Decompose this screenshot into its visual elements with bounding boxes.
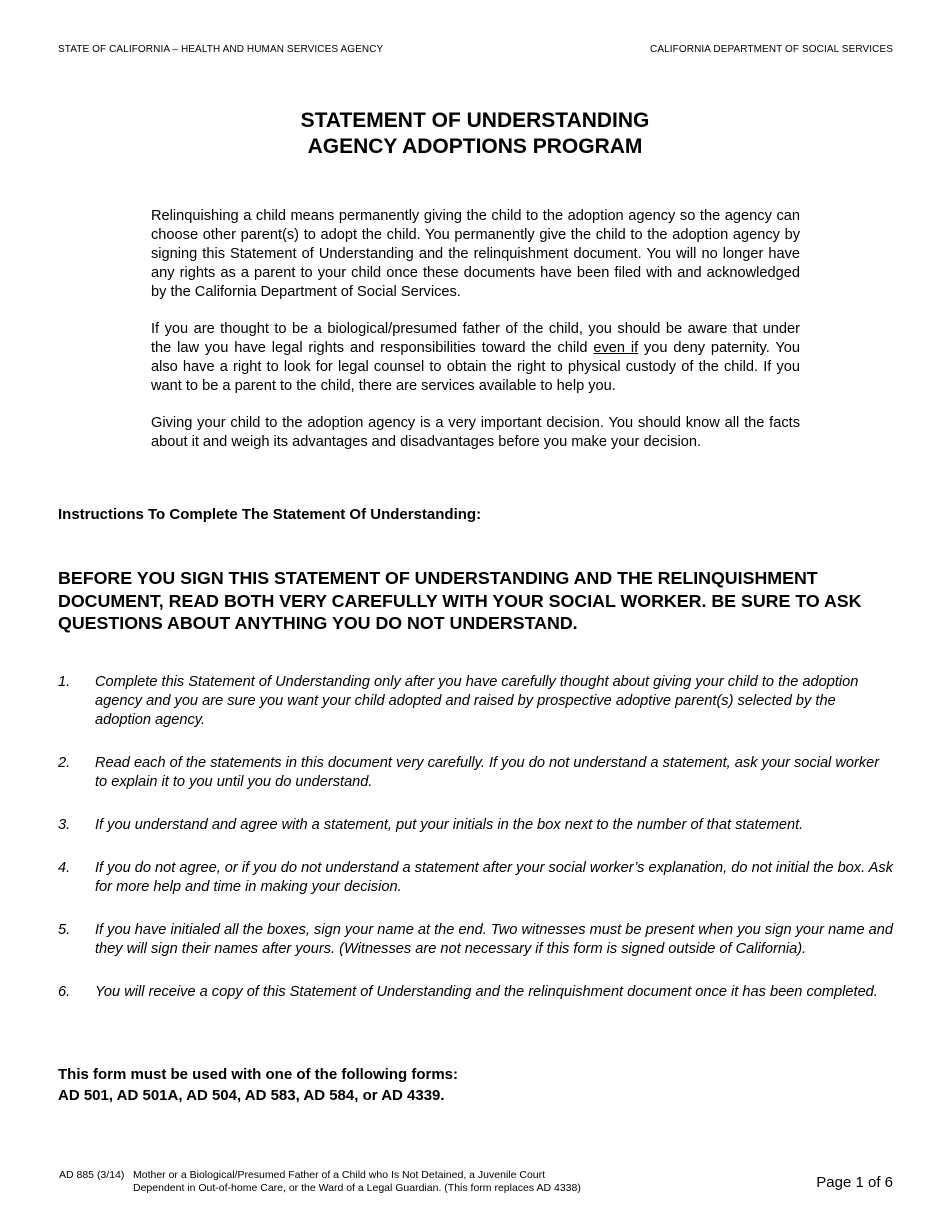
form-description	[133, 1169, 613, 1195]
intro-paragraph-2	[151, 320, 800, 396]
page-number: Page 1 of 6	[816, 1174, 893, 1191]
required-forms-line-1: This form must be used with one of the following forms:	[58, 1066, 458, 1083]
warning-notice: BEFORE YOU SIGN THIS STATEMENT OF UNDERSTANDING AND THE RELINQUISHMENT DOCUMENT, READ BOTH VERY CAREFULLY WITH YOUR SOCIAL WORKER. BE SURE TO ASK QUESTIONS ABOUT ANYTHING YOU DO NOT UNDERSTAND.	[58, 568, 862, 633]
intro-p2-text-before: If you are thought to be a biological/presumed father of the child, you should be aware that under the law you have legal rights and responsibilities toward the child	[151, 321, 800, 356]
step-number: 4.	[58, 860, 71, 876]
step-text: If you have initialed all the boxes, sign your name at the end. Two witnesses must be present when you sign your name and they will sign their names after yours. (Witnesses are not necessary if this form is signed outside of California).	[95, 922, 893, 957]
required-forms-list: AD 501, AD 501A, AD 504, AD 583, AD 584, or AD 4339.	[58, 1087, 445, 1104]
form-description-line-1: Mother or a Biological/Presumed Father of a Child who Is Not Detained, a Juvenile Court	[133, 1169, 546, 1181]
instruction-step	[58, 921, 894, 959]
step-number: 1.	[58, 674, 71, 690]
instruction-steps	[58, 673, 894, 1026]
intro-section	[151, 207, 800, 470]
step-number: 6.	[58, 984, 71, 1000]
title-line-1: STATEMENT OF UNDERSTANDING	[300, 109, 650, 132]
instruction-step	[58, 673, 894, 730]
step-text: If you understand and agree with a statement, put your initials in the box next to the number of that statement.	[95, 817, 804, 833]
form-code: AD 885 (3/14)	[59, 1169, 125, 1181]
step-number: 2.	[58, 755, 71, 771]
step-text: If you do not agree, or if you do not understand a statement after your social worker’s explanation, do not initial the box. Ask for more help and time in making your decision.	[95, 860, 893, 895]
intro-paragraph-3: Giving your child to the adoption agency is a very important decision. You should know all the facts about it and weigh its advantages and disadvantages before you make your decision.	[151, 415, 800, 450]
instruction-step	[58, 983, 894, 1002]
step-number: 3.	[58, 817, 71, 833]
step-text: Complete this Statement of Understanding only after you have carefully thought about giving your child to the adoption agency and you are sure you want your child adopted and raised by prospective adoptive parent(s) selected by the adoption agency.	[95, 674, 859, 728]
step-text: You will receive a copy of this Statement of Understanding and the relinquishment document once it has been completed.	[95, 984, 878, 1000]
step-text: Read each of the statements in this document very carefully. If you do not understand a statement, ask your social worker to explain it to you until you do understand.	[95, 755, 880, 790]
department-header: CALIFORNIA DEPARTMENT OF SOCIAL SERVICES	[650, 44, 893, 55]
intro-p2-underlined: even if	[593, 340, 639, 356]
step-number: 5.	[58, 922, 71, 938]
instructions-heading: Instructions To Complete The Statement Of Understanding:	[58, 506, 482, 523]
title-line-2: AGENCY ADOPTIONS PROGRAM	[307, 135, 643, 158]
required-forms-note	[58, 1064, 458, 1106]
instruction-step	[58, 859, 894, 897]
intro-paragraph-1: Relinquishing a child means permanently giving the child to the adoption agency so the agency can choose other parent(s) to adopt the child. You permanently give the child to the adoption agency by signing this Statement of Understanding and the relinquishment document. You will no longer have any rights as a parent to your child once these documents have been filed with and acknowledged by the California Department of Social Services.	[151, 208, 800, 300]
instruction-step	[58, 816, 894, 835]
form-description-line-2: Dependent in Out-of-home Care, or the Ward of a Legal Guardian. (This form replaces AD 4338)	[133, 1182, 581, 1194]
intro-p2-text-after: you deny paternity. You also have a right to look for legal counsel to obtain the right to physical custody of the child. If you want to be a parent to the child, there are services available to help you.	[151, 340, 801, 394]
agency-header: STATE OF CALIFORNIA – HEALTH AND HUMAN SERVICES AGENCY	[58, 44, 384, 55]
page-title	[0, 108, 950, 160]
instruction-step	[58, 754, 894, 792]
